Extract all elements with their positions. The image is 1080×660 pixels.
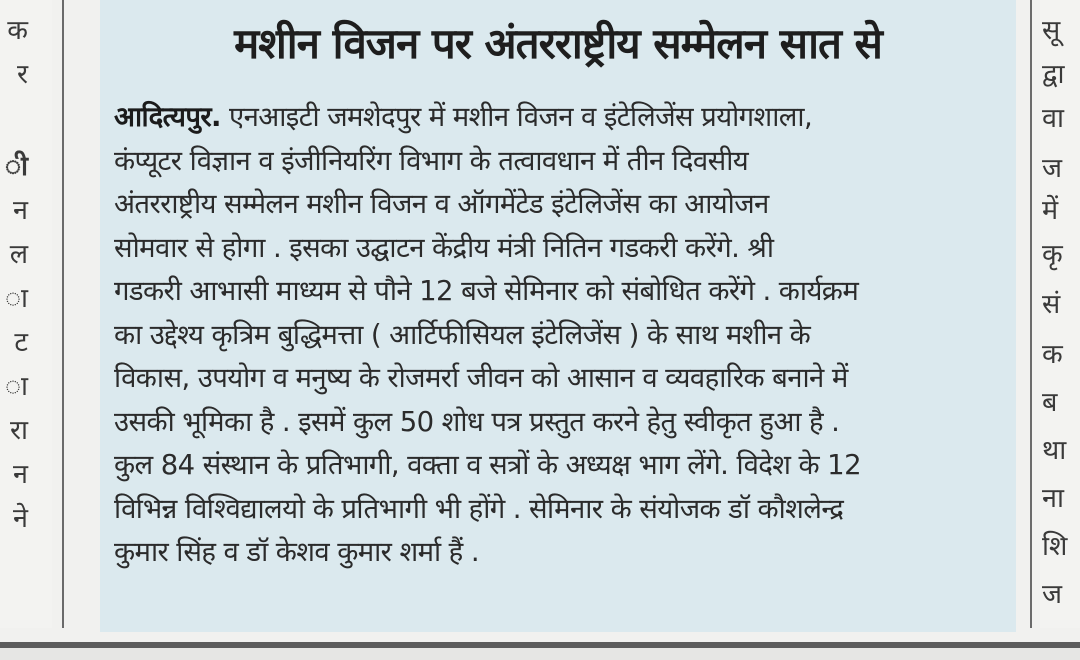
left-column-fragment [0, 0, 52, 628]
article-line: विकास, उपयोग व मनुष्य के रोजमर्रा जीवन को आसान व व्यवहारिक बनाने में [114, 362, 848, 394]
left-column-line: ी [4, 151, 28, 182]
right-column-line: कृ [1042, 239, 1063, 270]
left-column-line: क [7, 15, 28, 46]
column-divider-right [1030, 0, 1032, 628]
left-column-line: रा [9, 415, 28, 446]
article-line: का उद्देश्य कृत्रिम बुद्धिमत्ता ( आर्टिफीसियल इंटेलिजेंस ) के साथ मशीन के [114, 318, 811, 351]
column-divider-left [62, 0, 64, 628]
article-line: विभिन्न विश्विद्यालयो के प्रतिभागी भी होंगे . सेमिनार के संयोजक डॉ कौशलेन्द्र [114, 492, 844, 525]
article-line: गडकरी आभासी माध्यम से पौने 12 बजे सेमिनार को संबोधित करेंगे . कार्यक्रम [114, 275, 859, 307]
right-column-line: ज [1042, 153, 1063, 184]
right-column-line: ज [1042, 579, 1063, 610]
article-line: उसकी भूमिका है . इसमें कुल 50 शोध पत्र प्रस्तुत करने हेतु स्वीकृत हुआ है . [114, 405, 840, 438]
left-column-line: ने [13, 503, 28, 534]
article-headline: मशीन विजन पर अंतरराष्ट्रीय सम्मेलन सात से [234, 19, 882, 68]
right-column-line: द्वा [1042, 59, 1065, 90]
left-column-line: र [16, 59, 28, 90]
article-line: कंप्यूटर विज्ञान व इंजीनियरिंग विभाग के तत्वावधान में तीन दिवसीय [114, 144, 749, 177]
left-column-line: न [13, 459, 28, 490]
article-line: अंतरराष्ट्रीय सम्मेलन मशीन विजन व ऑगमेंटेड इंटेलिजेंस का आयोजन [114, 188, 769, 220]
right-column-line: में [1042, 195, 1059, 226]
right-column-line: ना [1042, 483, 1064, 514]
left-column-line: ट [14, 327, 28, 358]
left-column-line: ल [9, 239, 28, 270]
right-column-line: सू [1042, 15, 1061, 46]
bottom-margin [0, 648, 1080, 660]
article-line: कुमार सिंह व डॉ केशव कुमार शर्मा हैं . [114, 536, 479, 568]
article-line [114, 96, 1004, 140]
article-box [100, 0, 1016, 632]
right-column-line: सं [1042, 289, 1061, 320]
article-line-text: एनआइटी जमशेदपुर में मशीन विजन व इंटेलिजेंस प्रयोगशाला, [220, 101, 813, 133]
article-line: कुल 84 संस्थान के प्रतिभागी, वक्ता व सत्रों के अध्यक्ष भाग लेंगे. विदेश के 12 [114, 449, 861, 481]
article-body [114, 96, 1004, 575]
right-column-line: वा [1042, 103, 1065, 134]
right-column-line: था [1042, 435, 1067, 466]
left-column-line: ा [4, 283, 28, 314]
right-column-line: क [1042, 339, 1063, 370]
left-column-line: ा [4, 371, 28, 402]
left-column-line: न [13, 195, 28, 226]
right-column-fragment [1040, 0, 1080, 628]
article-line: सोमवार से होगा . इसका उद्घाटन केंद्रीय मंत्री नितिन गडकरी करेंगे. श्री [114, 231, 774, 264]
right-column-line: ब [1042, 387, 1058, 418]
right-column-line: शि [1042, 531, 1068, 562]
article-dateline: आदित्यपुर. [114, 101, 221, 133]
